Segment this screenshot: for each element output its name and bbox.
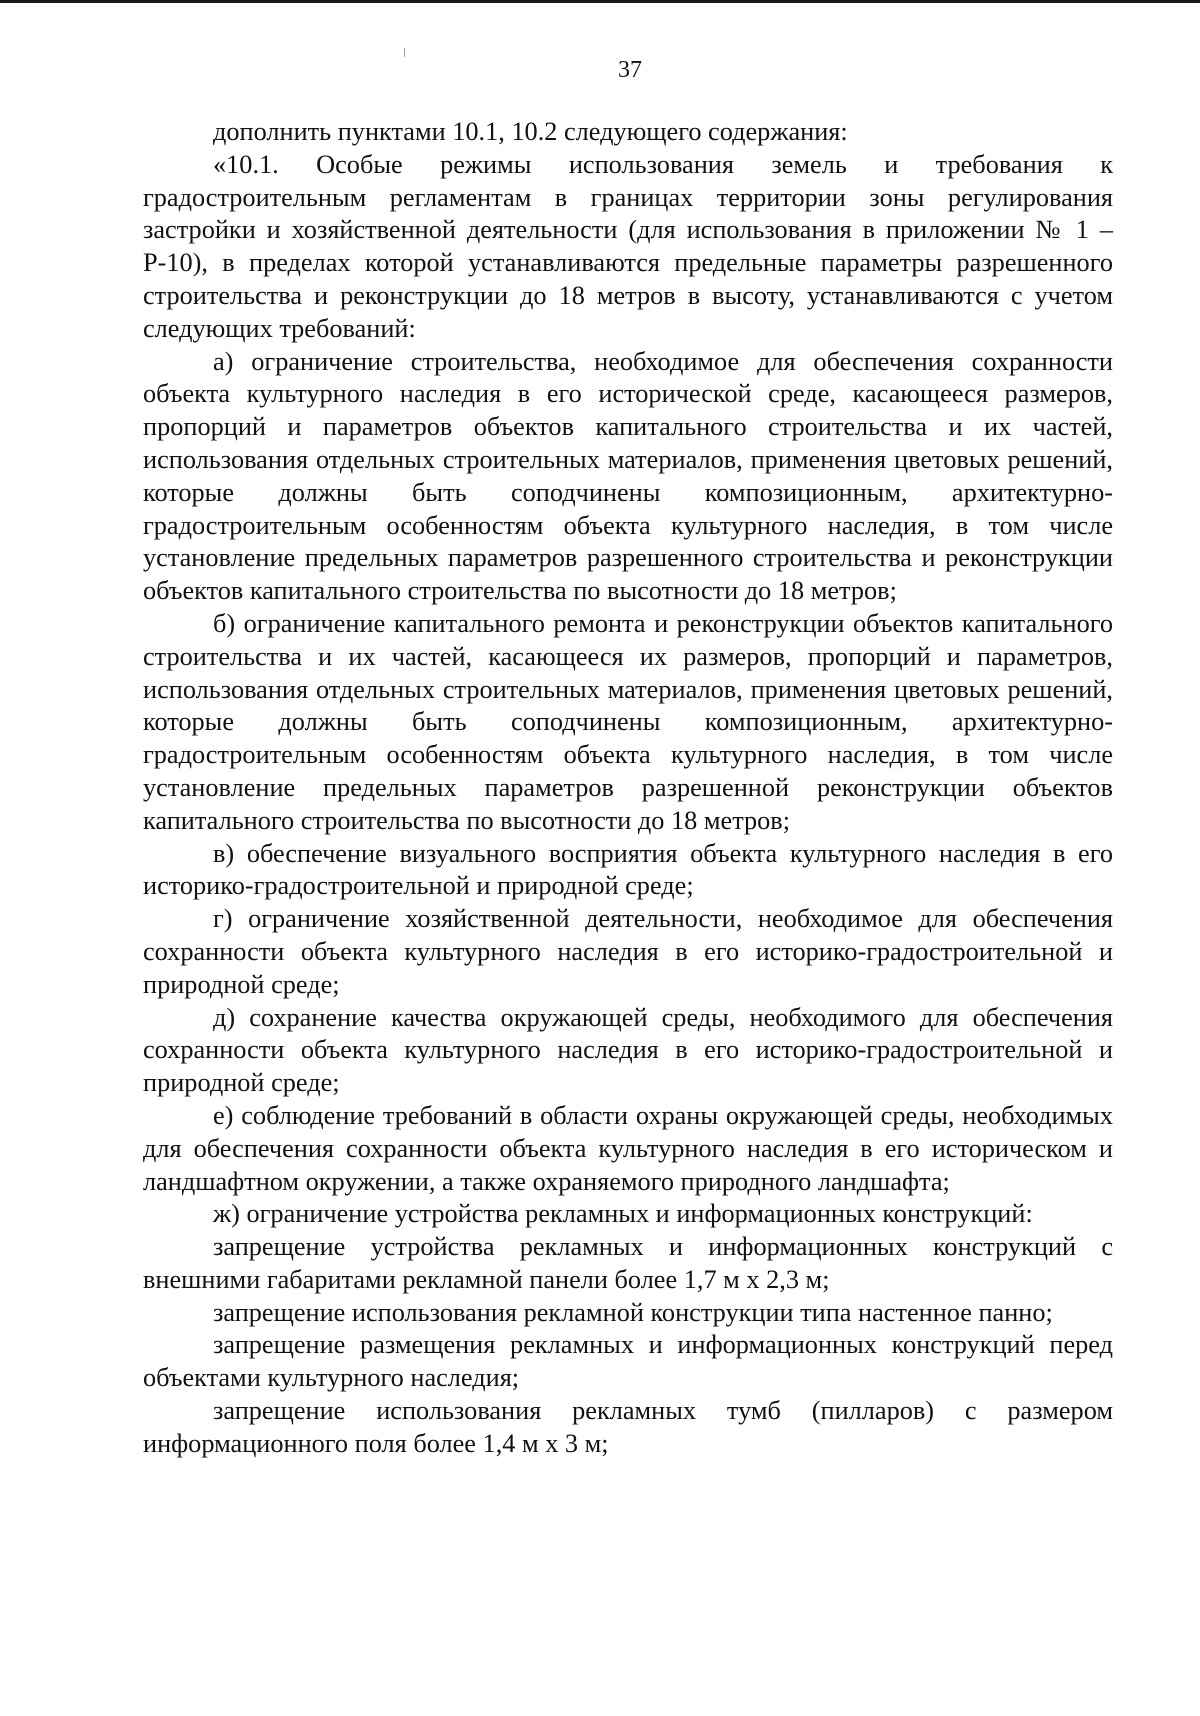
page-number: 37	[618, 57, 642, 83]
paragraph-item-zh: ж) ограничение устройства рекламных и информационных конструкций:	[213, 1199, 1033, 1229]
document-body	[143, 116, 1113, 1461]
paragraph-prohibition-2: запрещение использования рекламной конструкции типа настенное панно;	[213, 1297, 1053, 1327]
paragraph-item-d: д) сохранение качества окружающей среды, необходимого для обеспечения сохранности объекта культурного наследия в его историко-градостроительной и природной среде;	[143, 1002, 1113, 1098]
paragraph-item-v: в) обеспечение визуального восприятия объекта культурного наследия в его историко-градостроительной и природной среде;	[143, 838, 1113, 901]
paragraph-item-e: е) соблюдение требований в области охраны окружающей среды, необходимых для обеспечения сохранности объекта культурного наследия в его историческом и ландшафтном окружении, а также охраняемого природного ландшафта;	[143, 1100, 1113, 1196]
paragraph-item-g: г) ограничение хозяйственной деятельности, необходимое для обеспечения сохранности объекта культурного наследия в его историко-градостроительной и природной среде;	[143, 904, 1113, 999]
paragraph-10-1: «10.1. Особые режимы использования земель и требования к градостроительным регламентам в границах территории зоны регулирования застройки и хозяйственной деятельности (для использования в приложении № 1 – Р-10), в пределах которой устанавливаются предельные параметры разрешенного строительства и реконструкции до 18 метров в высоту, устанавливаются с учетом следующих требований:	[143, 149, 1113, 343]
page-top-border	[0, 0, 1200, 3]
paragraph-item-a: а) ограничение строительства, необходимое для обеспечения сохранности объекта культурного наследия в его исторической среде, касающееся размеров, пропорций и параметров объектов капитального строительства и их частей, использования отдельных строительных материалов, применения цветовых решений, которые должны быть соподчинены композиционным, архитектурно-градостроительным особенностям объекта культурного наследия, в том числе установление предельных параметров разрешенного строительства и реконструкции объектов капитального строительства по высотности до 18 метров;	[143, 346, 1113, 606]
paragraph-prohibition-4: запрещение использования рекламных тумб (пилларов) с размером информационного поля более 1,4 м x 3 м;	[143, 1396, 1113, 1458]
paragraph-item-b: б) ограничение капитального ремонта и реконструкции объектов капитального строительства и их частей, касающееся их размеров, пропорций и параметров, использования отдельных строительных материалов, применения цветовых решений, которые должны быть соподчинены композиционным, архитектурно-градостроительным особенностям объекта культурного наследия, в том числе установление предельных параметров разрешенной реконструкции объектов капитального строительства по высотности до 18 метров;	[143, 608, 1113, 835]
paragraph-intro: дополнить пунктами 10.1, 10.2 следующего содержания:	[213, 117, 848, 146]
paragraph-prohibition-1: запрещение устройства рекламных и информационных конструкций с внешними габаритами рекламной панели более 1,7 м x 2,3 м;	[143, 1232, 1113, 1294]
paragraph-prohibition-3: запрещение размещения рекламных и информационных конструкций перед объектами культурного наследия;	[143, 1330, 1113, 1393]
